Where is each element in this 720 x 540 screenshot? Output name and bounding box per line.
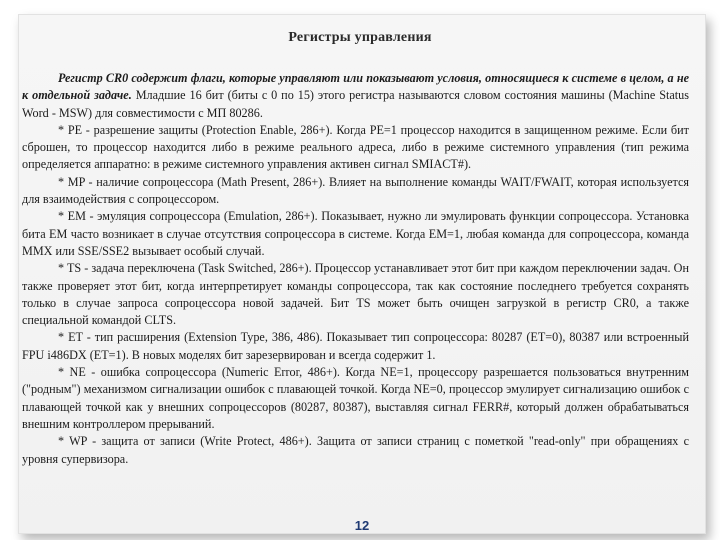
page-number: 12 xyxy=(354,518,370,533)
intro-paragraph xyxy=(22,70,689,122)
paragraph-et: * ET - тип расширения (Extension Type, 386, 486). Показывает тип сопроцессора: 80287 (ET=0), 80387 или встроенный FPU i486DX (ET=1). В новых моделях бит зарезервирован и всегда содержит 1. xyxy=(22,330,689,362)
paragraph-mp: * MP - наличие сопроцессора (Math Present, 286+). Влияет на выполнение команды WAIT/FWAIT, которая используется для взаимодействия с сопроцессором. xyxy=(22,174,689,207)
intro-rest: Младшие 16 бит (биты с 0 по 15) этого регистра называются словом состояния машины (Machine Status Word - MSW) для совместимости с МП 80286. xyxy=(22,88,689,120)
paragraph-em: * EM - эмуляция сопроцессора (Emulation, 286+). Показывает, нужно ли эмулировать функции сопроцессора. Установка бита EM часто возникает в случае отсутствия сопроцессора в системе. Когда EM=1, любая команда для сопроцессора, команда MMX или SSE/SSE2 вызывает особый случай. xyxy=(22,209,689,258)
paragraph-ne: * NE - ошибка сопроцессора (Numeric Error, 486+). Когда NE=1, процессору разрешается пользоваться внутренним ("родным") механизмом сигнализации ошибок с плавающей точкой. Когда NE=0, процессор эмулирует сигнализацию ошибок с плавающей точкой как у внешних сопроцессоров (80287, 80387), выставляя сигнал FERR#, который должен обрабатываться внешним контроллером прерываний. xyxy=(22,365,689,431)
slide-title: Регистры управления xyxy=(288,30,432,45)
paragraph-pe: * PE - разрешение защиты (Protection Enable, 286+). Когда PE=1 процессор находится в защищенном режиме. Если бит сброшен, то процессор находится либо в режиме реального адреса, либо в режиме системного управления (тип режима определяется аппаратно: в режиме системного управления активен сигнал SMIACT#). xyxy=(22,122,689,172)
slide-body xyxy=(22,70,689,468)
paragraph-wp: * WP - защита от записи (Write Protect, 486+). Защита от записи страниц с пометкой "read-only" при обращениях с уровня супервизора. xyxy=(22,434,689,466)
intro-emphasis: Регистр CR0 содержит флаги, которые управляют или показывают условия, относящиеся к системе в целом, а не к отдельной задаче. xyxy=(22,71,689,103)
paragraph-ts: * TS - задача переключена (Task Switched, 286+). Процессор устанавливает этот бит при каждом переключении задач. Он также проверяет этот бит, когда интерпретирует команды сопроцессора, так как состояние последнего требуется сохранять только в случае запроса сопроцессора новой задачей. Бит TS может быть очищен загрузкой в регистр CR0, а также специальной командой CLTS. xyxy=(22,261,689,328)
